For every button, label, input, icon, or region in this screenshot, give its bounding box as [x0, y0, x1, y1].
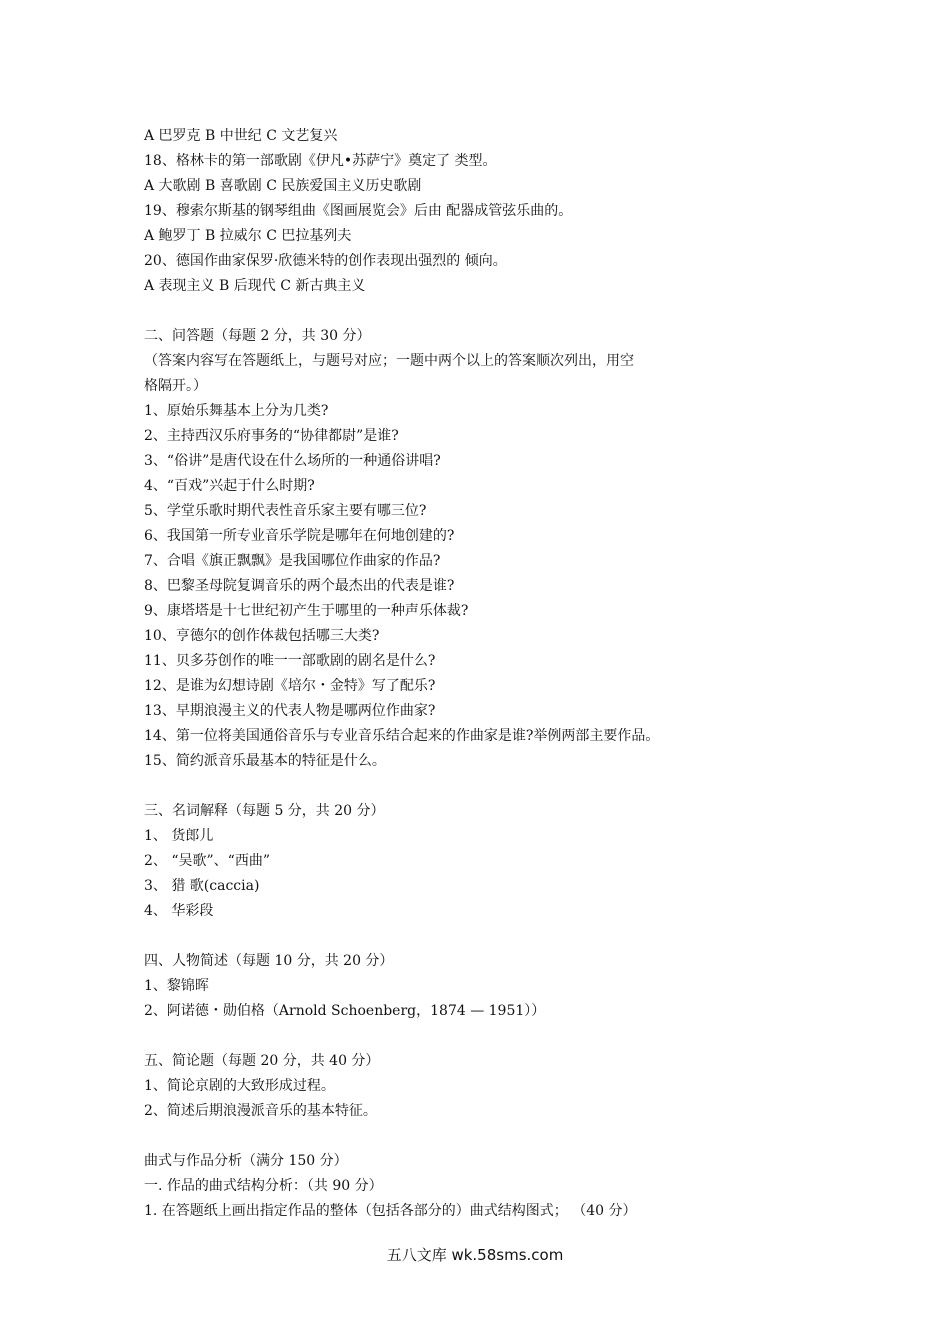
person-item: 2、阿诺德・勋伯格（Arnold Schoenberg，1874 — 1951））	[144, 1003, 546, 1019]
question-item: 2、主持西汉乐府事务的“协律都尉”是谁?	[144, 428, 399, 444]
spacer	[144, 774, 784, 799]
question-item: 9、康塔塔是十七世纪初产生于哪里的一种声乐体裁?	[144, 603, 469, 619]
analysis-title: 曲式与作品分析（满分 150 分）	[144, 1153, 348, 1169]
analysis-section	[144, 1149, 784, 1224]
question-item: 8、巴黎圣母院复调音乐的两个最杰出的代表是谁?	[144, 578, 455, 594]
answer-options-18: A 大歌剧 B 喜歌剧 C 民族爱国主义历史歌剧	[144, 178, 422, 194]
section-two	[144, 324, 784, 774]
answer-options-19: A 鲍罗丁 B 拉威尔 C 巴拉基列夫	[144, 228, 352, 244]
section-heading: 二、问答题（每题 2 分，共 30 分）	[144, 328, 371, 344]
question-item: 13、早期浪漫主义的代表人物是哪两位作曲家?	[144, 703, 436, 719]
answer-options-20: A 表现主义 B 后现代 C 新古典主义	[144, 278, 366, 294]
spacer	[144, 924, 784, 949]
section-note: （答案内容写在答题纸上，与题号对应；一题中两个以上的答案顺次列出，用空	[144, 353, 634, 369]
analysis-item: 1. 在答题纸上画出指定作品的整体（包括各部分的）曲式结构图式； （40 分）	[144, 1203, 637, 1219]
section-five	[144, 1049, 784, 1124]
term-item: 4、 华彩段	[144, 903, 214, 919]
analysis-part-heading: 一. 作品的曲式结构分析：（共 90 分）	[144, 1178, 383, 1194]
question-19: 19、穆索尔斯基的钢琴组曲《图画展览会》后由 配器成管弦乐曲的。	[144, 203, 573, 219]
answer-options-17: A 巴罗克 B 中世纪 C 文艺复兴	[144, 128, 338, 144]
question-20: 20、德国作曲家保罗·欣德米特的创作表现出强烈的 倾向。	[144, 253, 507, 269]
section-note-continued: 格隔开。）	[144, 378, 207, 394]
section-heading: 三、名词解释（每题 5 分，共 20 分）	[144, 803, 385, 819]
section-heading: 四、人物简述（每题 10 分，共 20 分）	[144, 953, 394, 969]
question-item: 14、第一位将美国通俗音乐与专业音乐结合起来的作曲家是谁?举例两部主要作品。	[144, 728, 660, 744]
question-item: 12、是谁为幻想诗剧《培尔・金特》写了配乐?	[144, 678, 436, 694]
term-item: 3、 猎 歌(caccia)	[144, 878, 260, 894]
section-heading: 五、简论题（每题 20 分，共 40 分）	[144, 1053, 380, 1069]
question-item: 11、贝多芬创作的唯一一部歌剧的剧名是什么?	[144, 653, 436, 669]
question-item: 7、合唱《旗正飘飘》是我国哪位作曲家的作品?	[144, 553, 441, 569]
section-three	[144, 799, 784, 924]
spacer	[144, 1124, 784, 1149]
question-item: 15、简约派音乐最基本的特征是什么。	[144, 753, 386, 769]
person-item: 1、黎锦晖	[144, 978, 209, 994]
question-item: 10、亨德尔的创作体裁包括哪三大类?	[144, 628, 380, 644]
essay-item: 1、简论京剧的大致形成过程。	[144, 1078, 335, 1094]
term-item: 1、 货郎儿	[144, 828, 214, 844]
document-body	[144, 124, 784, 1224]
question-item: 1、原始乐舞基本上分为几类?	[144, 403, 329, 419]
term-item: 2、 “吴歌”、“西曲”	[144, 853, 270, 869]
question-item: 6、我国第一所专业音乐学院是哪年在何地创建的?	[144, 528, 455, 544]
section-four	[144, 949, 784, 1024]
question-item: 4、“百戏”兴起于什么时期?	[144, 478, 315, 494]
spacer	[144, 299, 784, 324]
question-item: 5、学堂乐歌时期代表性音乐家主要有哪三位?	[144, 503, 427, 519]
question-18: 18、格林卡的第一部歌剧《伊凡•苏萨宁》奠定了 类型。	[144, 153, 497, 169]
footer-watermark: 五八文库 wk.58sms.com	[386, 1246, 564, 1264]
section-one-tail	[144, 124, 784, 299]
question-item: 3、“俗讲”是唐代设在什么场所的一种通俗讲唱?	[144, 453, 441, 469]
essay-item: 2、简述后期浪漫派音乐的基本特征。	[144, 1103, 377, 1119]
spacer	[144, 1024, 784, 1049]
